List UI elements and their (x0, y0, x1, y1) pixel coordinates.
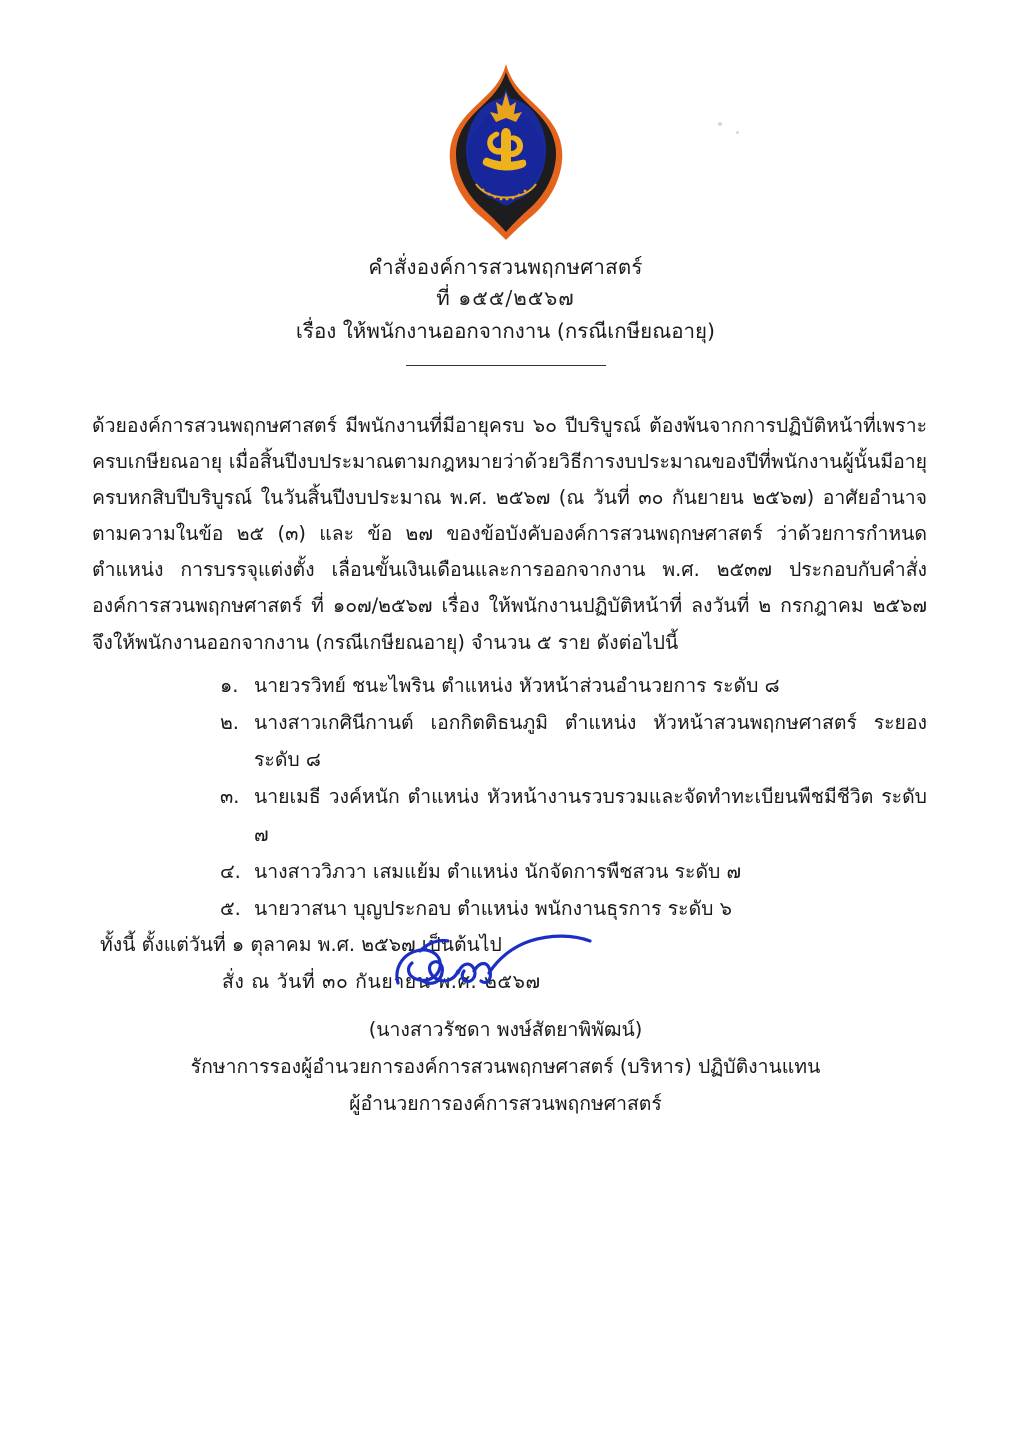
document-header (0, 252, 1011, 366)
subject-text: ให้พนักงานออกจากงาน (กรณีเกษียณอายุ) (342, 319, 716, 344)
order-label: ที่ (436, 286, 451, 311)
retiree-list (92, 667, 927, 928)
issued-date-text: สั่ง ณ วันที่ ๓๐ กันยายน พ.ศ. ๒๕๖๗ (222, 969, 541, 993)
effective-date-text: ทั้งนี้ ตั้งแต่วันที่ ๑ ตุลาคม พ.ศ. ๒๕๖๗ เป็นต้นไป (100, 933, 502, 957)
signature-block (0, 920, 1011, 1119)
header-divider (406, 365, 606, 366)
handwritten-signature (0, 920, 1011, 1012)
subject-line (0, 316, 1011, 347)
signer-name: (นางสาวรัชดา พงษ์สัตยาพิพัฒน์) (368, 1018, 643, 1041)
body-paragraph-1: ด้วยองค์การสวนพฤกษศาสตร์ มีพนักงานที่มีอายุครบ ๖๐ ปีบริบูรณ์ ต้องพ้นจากการปฏิบัติหน้าที่เพราะครบเกษียณอายุ เมื่อสิ้นปีงบประมาณตามกฎหมายว่าด้วยวิธีการงบประมาณของปีที่พนักงานผู้นั้นมีอายุครบหกสิบปีบริบูรณ์ ในวันสิ้นปีงบประมาณ พ.ศ. ๒๕๖๗ (ณ วันที่ ๓๐ กันยายน ๒๕๖๗) อาศัยอำนาจตามความในข้อ ๒๕ (๓) และ ข้อ ๒๗ ของข้อบังคับองค์การสวนพฤกษศาสตร์ ว่าด้วยการกำหนดตำแหน่ง การบรรจุแต่งตั้ง เลื่อนขั้นเงินเดือนและการออกจากงาน พ.ศ. ๒๕๓๗ ประกอบกับคำสั่งองค์การสวนพฤกษศาสตร์ ที่ ๑๐๗/๒๕๖๗ เรื่อง ให้พนักงานปฏิบัติหน้าที่ ลงวันที่ ๒ กรกฎาคม ๒๕๖๗ จึงให้พนักงานออกจากงาน (กรณีเกษียณอายุ) จำนวน ๕ ราย ดังต่อไปนี้ (92, 414, 927, 654)
list-item-label: นางสาวเกศินีกานต์ เอกกิตติธนภูมิ ตำแหน่ง หัวหน้าสวนพฤกษศาสตร์ ระยอง ระดับ ๘ (254, 710, 927, 772)
list-item (92, 778, 927, 853)
list-item-index: ๑. (220, 673, 239, 697)
document-body (92, 408, 927, 1000)
list-item-index: ๔. (220, 859, 241, 883)
signer-role-line-1: รักษาการรองผู้อำนวยการองค์การสวนพฤกษศาสตร์ (บริหาร) ปฏิบัติงานแทน (190, 1055, 821, 1078)
list-item (92, 704, 927, 779)
list-item (92, 853, 927, 890)
list-item-label: นางสาววิภวา เสมแย้ม ตำแหน่ง นักจัดการพืชสวน ระดับ ๗ (254, 859, 742, 883)
signer-role-line-2: ผู้อำนวยการองค์การสวนพฤกษศาสตร์ (349, 1092, 662, 1115)
list-item-index: ๓. (220, 785, 240, 809)
list-item-label: นายเมธี วงค์หนัก ตำแหน่ง หัวหน้างานรวบรวมและจัดทำทะเบียนพืชมีชีวิต ระดับ ๗ (254, 785, 927, 846)
list-item-label: นายวาสนา บุญประกอบ ตำแหน่ง พนักงานธุรการ ระดับ ๖ (254, 897, 732, 921)
royal-garden-organization-emblem (436, 62, 576, 242)
page-title: คำสั่งองค์การสวนพฤกษศาสตร์ (368, 255, 643, 279)
order-number-line (0, 283, 1011, 314)
subject-label: เรื่อง (295, 319, 337, 344)
emblem-container (0, 62, 1011, 242)
list-item-index: ๕. (220, 897, 241, 921)
order-separator: / (505, 286, 514, 311)
list-item (92, 667, 927, 704)
list-item-label: นายวรวิทย์ ชนะไพริน ตำแหน่ง หัวหน้าส่วนอำนวยการ ระดับ ๘ (254, 673, 780, 697)
list-item-index: ๒. (220, 710, 239, 734)
order-year: ๒๕๖๗ (513, 286, 575, 311)
order-number: ๑๕๕ (458, 286, 506, 311)
